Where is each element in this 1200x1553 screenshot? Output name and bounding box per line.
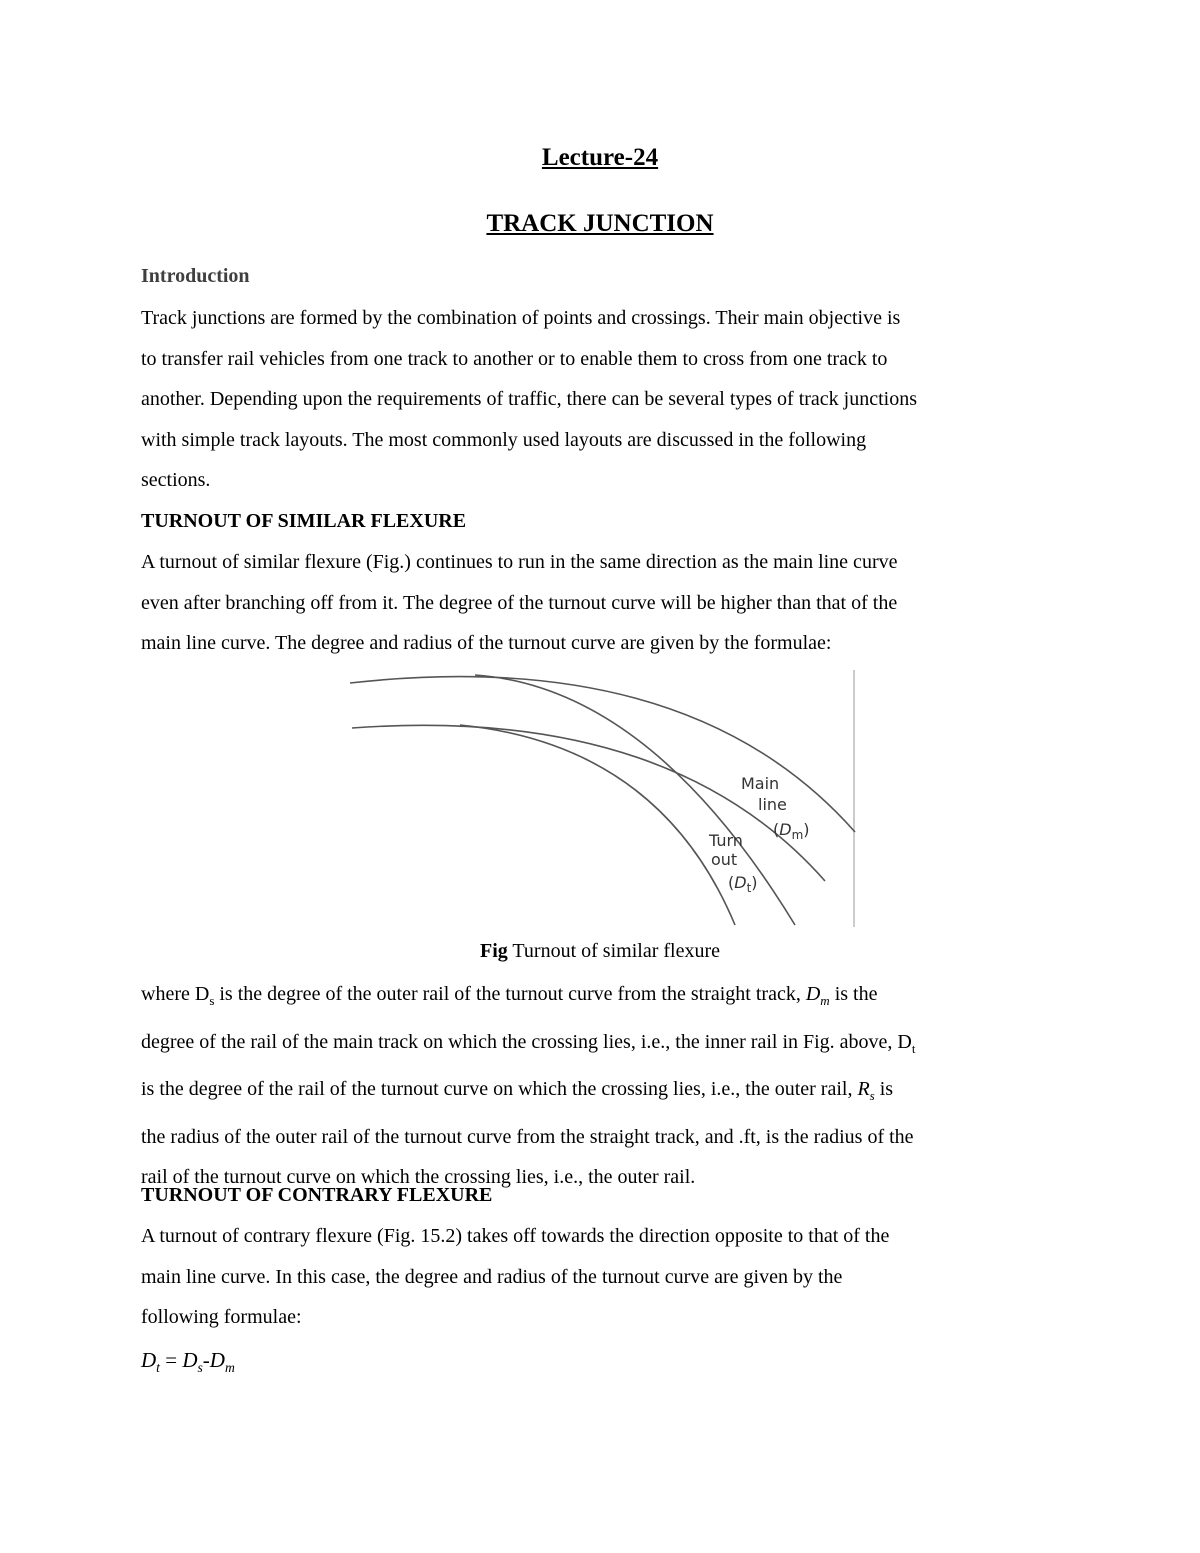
intro-paragraph <box>141 298 1059 501</box>
where-line: is the degree of the rail of the turnout curve on which the crossing lies, i.e., the outer rail, $R_s$ is <box>141 1078 894 1103</box>
similar-line: even after branching off from it. The degree of the turnout curve will be higher than that of the <box>141 591 898 614</box>
contrary-line: A turnout of contrary flexure (Fig. 15.2) takes off towards the direction opposite to that of the <box>141 1225 890 1247</box>
intro-line: to transfer rail vehicles from one track to another or to enable them to cross from one track to <box>141 347 888 370</box>
turnout-inner-rail <box>460 725 738 925</box>
similar-flexure-heading: TURNOUT OF SIMILAR FLEXURE <box>141 510 467 532</box>
contrary-line: following formulae: <box>141 1306 302 1328</box>
turnout-label: out <box>711 850 738 869</box>
main-line-label: Main <box>741 774 780 793</box>
turnout-symbol: $(D_t)$ <box>728 873 758 895</box>
similar-line: A turnout of similar flexure (Fig.) continues to run in the same direction as the main line curve <box>141 551 898 573</box>
turnout-label: Turn <box>709 831 743 850</box>
intro-line: another. Depending upon the requirements of traffic, there can be several types of track junctions <box>141 388 918 410</box>
similar-line: main line curve. The degree and radius of the turnout curve are given by the formulae: <box>141 632 832 654</box>
intro-heading: Introduction <box>141 265 250 287</box>
where-line: where $D_s$ is the degree of the outer rail of the turnout curve from the straight track, $D_m$ is the <box>141 983 878 1008</box>
main-line-label: line <box>758 795 787 814</box>
similar-flexure-paragraph <box>141 542 1059 664</box>
contrary-flexure-heading: TURNOUT OF CONTRARY FLEXURE <box>141 1184 493 1206</box>
degree-formula: $D_t = D_s-D_m$ <box>141 1348 235 1376</box>
lecture-title: Lecture-24 <box>541 144 659 171</box>
contrary-line: main line curve. In this case, the degree and radius of the turnout curve are given by the <box>141 1265 843 1288</box>
where-paragraph <box>141 974 1059 1198</box>
turnout-diagram <box>340 665 870 930</box>
intro-line: sections. <box>141 469 211 491</box>
contrary-flexure-paragraph <box>141 1216 1059 1338</box>
intro-line: Track junctions are formed by the combination of points and crossings. Their main objective is <box>141 307 901 329</box>
main-line-symbol: $(D_m)$ <box>773 820 810 842</box>
page-title: TRACK JUNCTION <box>486 210 714 237</box>
figure-caption: Fig Turnout of similar flexure <box>480 940 720 962</box>
where-line: rail of the turnout curve on which the crossing lies, i.e., the outer rail. <box>141 1166 696 1188</box>
intro-line: with simple track layouts. The most commonly used layouts are discussed in the following <box>141 428 867 451</box>
where-line: degree of the rail of the main track on which the crossing lies, i.e., the inner rail in Fig. above, $D_t$ <box>141 1030 916 1056</box>
where-line: the radius of the outer rail of the turnout curve from the straight track, and .ft, is the radius of the <box>141 1125 914 1148</box>
